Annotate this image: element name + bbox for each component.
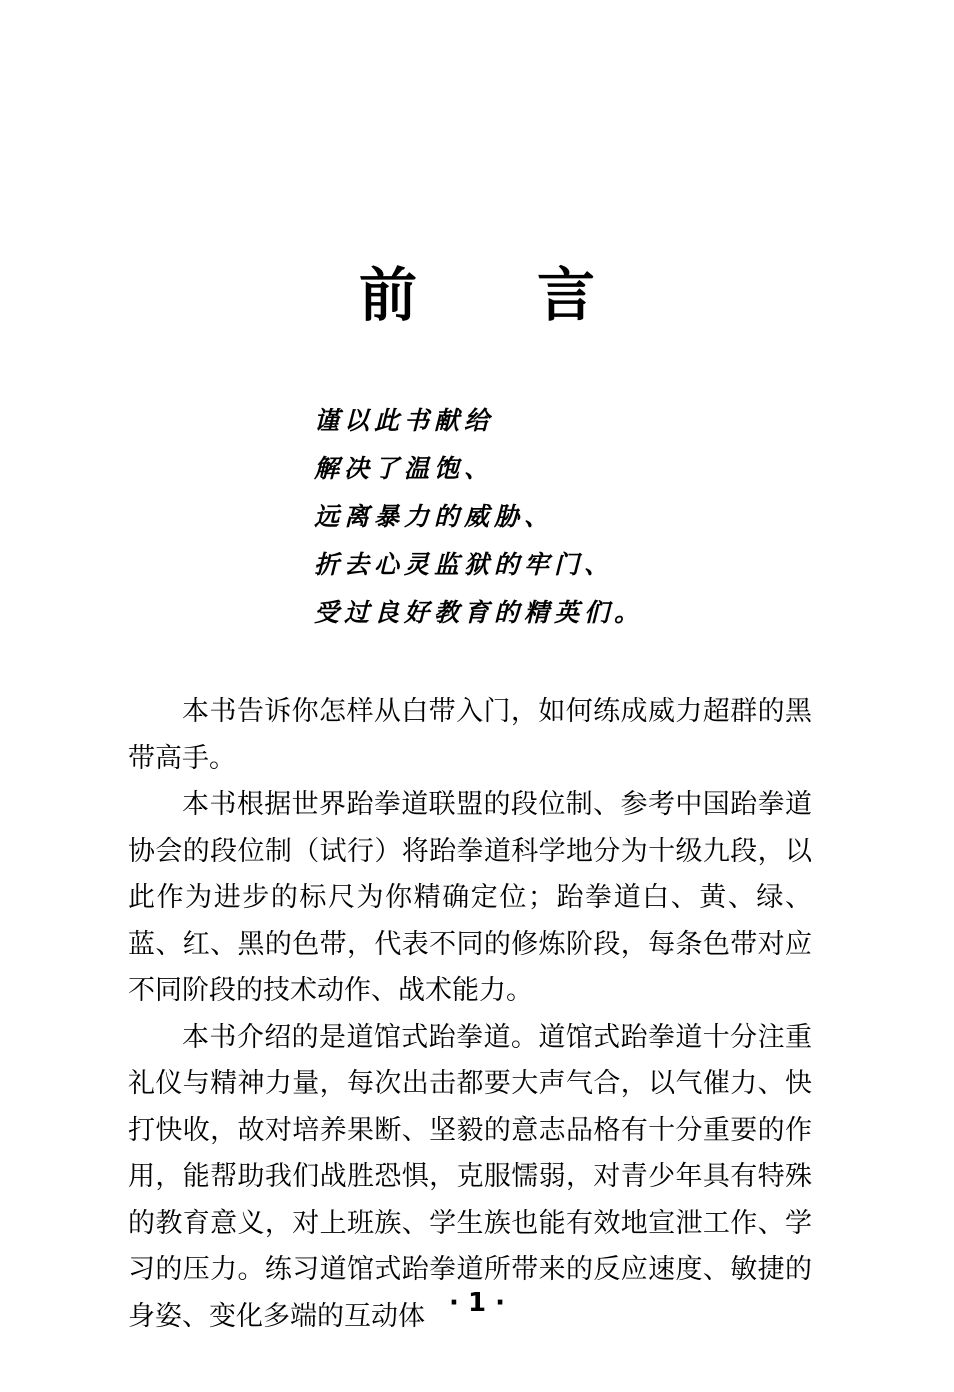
dedication — [314, 397, 734, 637]
paragraph: 本书介绍的是道馆式跆拳道。道馆式跆拳道十分注重礼仪与精神力量，每次出击都要大声气合，以气催力、快打快收，故对培养果断、坚毅的意志品格有十分重要的作用，能帮助我们战胜恐惧，克服懦弱，对青少年具有特殊的教育意义，对上班族、学生族也能有效地宣泄工作、学习的压力。练习道馆式跆拳道所带来的反应速度、敏捷的身姿、变化多端的互动体 — [128, 1021, 812, 1332]
page-title — [0, 248, 954, 332]
dedication-line: 谨以此书献给 — [314, 406, 495, 435]
title-char-2: 言 — [537, 261, 596, 329]
dedication-line: 解决了温饱、 — [314, 454, 495, 483]
body-text — [128, 689, 812, 1340]
page-number: · 1 · — [449, 1288, 505, 1318]
title-char-1: 前 — [358, 261, 417, 329]
paragraph: 本书根据世界跆拳道联盟的段位制、参考中国跆拳道协会的段位制（试行）将跆拳道科学地分为十级九段，以此作为进步的标尺为你精确定位；跆拳道白、黄、绿、蓝、红、黑的色带，代表不同的修炼阶段，每条色带对应不同阶段的技术动作、战术能力。 — [128, 789, 812, 1006]
dedication-line: 受过良好教育的精英们。 — [314, 598, 645, 627]
dedication-line: 远离暴力的威胁、 — [314, 502, 555, 531]
dedication-line: 折去心灵监狱的牢门、 — [314, 550, 615, 579]
paragraph: 本书告诉你怎样从白带入门，如何练成威力超群的黑带高手。 — [128, 696, 812, 774]
